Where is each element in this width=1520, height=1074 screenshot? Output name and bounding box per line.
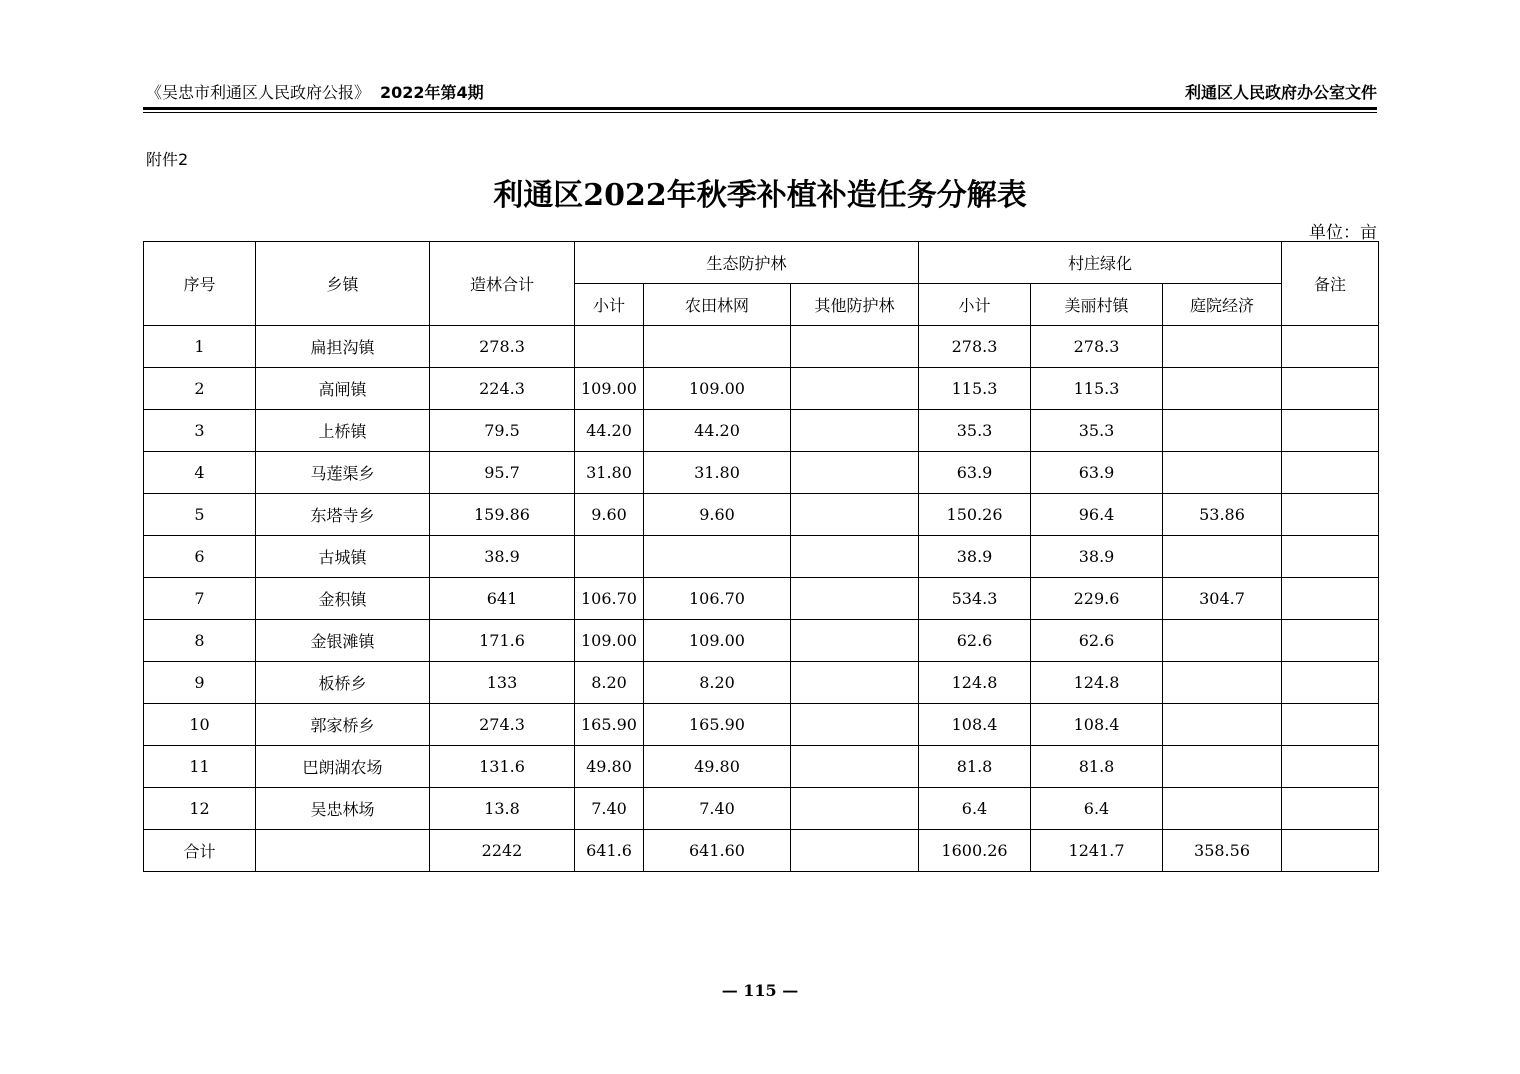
cell-seq: 5: [144, 494, 256, 536]
cell-courtyard: [1163, 452, 1282, 494]
table-row: [144, 662, 1379, 704]
cell-remarks: [1282, 410, 1379, 452]
cell-courtyard: [1163, 368, 1282, 410]
cell-farmland-net: 109.00: [644, 368, 791, 410]
cell-other-protect: [791, 326, 919, 368]
cell-remarks: [1282, 788, 1379, 830]
cell-remarks: [1282, 704, 1379, 746]
cell-courtyard: 53.86: [1163, 494, 1282, 536]
cell-farmland-net: 165.90: [644, 704, 791, 746]
cell-remarks: [1282, 746, 1379, 788]
table-row: [144, 788, 1379, 830]
table-row: [144, 410, 1379, 452]
cell-eco-subtotal: 49.80: [575, 746, 644, 788]
cell-town: 扁担沟镇: [256, 326, 430, 368]
cell-town: 金积镇: [256, 578, 430, 620]
cell-courtyard: [1163, 620, 1282, 662]
task-table: [143, 241, 1379, 872]
cell-other-protect: [791, 452, 919, 494]
cell-village-subtotal: 38.9: [919, 536, 1031, 578]
cell-village-subtotal: 35.3: [919, 410, 1031, 452]
table-row: [144, 368, 1379, 410]
cell-farmland-net: [644, 536, 791, 578]
cell-eco-subtotal: 109.00: [575, 368, 644, 410]
cell-total: 133: [430, 662, 575, 704]
table-row: [144, 494, 1379, 536]
cell-farmland-net: [644, 326, 791, 368]
table-total-row: [144, 830, 1379, 872]
cell-remarks: [1282, 662, 1379, 704]
cell-farmland-net: 9.60: [644, 494, 791, 536]
cell-eco-subtotal: [575, 536, 644, 578]
cell-farmland-net: 44.20: [644, 410, 791, 452]
cell-courtyard: 358.56: [1163, 830, 1282, 872]
cell-other-protect: [791, 536, 919, 578]
cell-beautiful-village: 6.4: [1031, 788, 1163, 830]
cell-farmland-net: 31.80: [644, 452, 791, 494]
cell-other-protect: [791, 788, 919, 830]
cell-beautiful-village: 35.3: [1031, 410, 1163, 452]
header-rule-thin: [143, 112, 1377, 113]
cell-village-subtotal: 81.8: [919, 746, 1031, 788]
table-row: [144, 620, 1379, 662]
cell-farmland-net: 8.20: [644, 662, 791, 704]
cell-town: [256, 830, 430, 872]
header-town: 乡镇: [256, 242, 430, 326]
header-total: 造林合计: [430, 242, 575, 326]
cell-total: 79.5: [430, 410, 575, 452]
header-farmland-net: 农田林网: [644, 284, 791, 326]
cell-courtyard: [1163, 536, 1282, 578]
cell-town: 古城镇: [256, 536, 430, 578]
cell-seq: 2: [144, 368, 256, 410]
cell-beautiful-village: 63.9: [1031, 452, 1163, 494]
cell-remarks: [1282, 494, 1379, 536]
cell-beautiful-village: 96.4: [1031, 494, 1163, 536]
cell-town: 金银滩镇: [256, 620, 430, 662]
bulletin-issue: 2022年第4期: [380, 83, 484, 102]
cell-farmland-net: 7.40: [644, 788, 791, 830]
header-village-group: 村庄绿化: [919, 242, 1282, 284]
table-row: [144, 326, 1379, 368]
cell-town: 巴朗湖农场: [256, 746, 430, 788]
cell-beautiful-village: 38.9: [1031, 536, 1163, 578]
cell-seq: 11: [144, 746, 256, 788]
header-remarks: 备注: [1282, 242, 1379, 326]
cell-seq: 6: [144, 536, 256, 578]
cell-farmland-net: 109.00: [644, 620, 791, 662]
cell-other-protect: [791, 830, 919, 872]
cell-other-protect: [791, 494, 919, 536]
attachment-label: 附件2: [146, 150, 189, 169]
cell-eco-subtotal: [575, 326, 644, 368]
cell-village-subtotal: 108.4: [919, 704, 1031, 746]
cell-remarks: [1282, 578, 1379, 620]
cell-total: 131.6: [430, 746, 575, 788]
cell-courtyard: [1163, 662, 1282, 704]
header-rule-thick: [143, 107, 1377, 110]
cell-beautiful-village: 229.6: [1031, 578, 1163, 620]
header-beautiful-village: 美丽村镇: [1031, 284, 1163, 326]
cell-farmland-net: 641.60: [644, 830, 791, 872]
cell-total: 159.86: [430, 494, 575, 536]
cell-total: 95.7: [430, 452, 575, 494]
bulletin-name: 《吴忠市利通区人民政府公报》: [146, 83, 371, 102]
table-header: [144, 242, 1379, 326]
document-title: 利通区2022年秋季补植补造任务分解表: [493, 178, 1027, 213]
cell-village-subtotal: 278.3: [919, 326, 1031, 368]
header-village-subtotal: 小计: [919, 284, 1031, 326]
cell-total: 278.3: [430, 326, 575, 368]
cell-beautiful-village: 62.6: [1031, 620, 1163, 662]
cell-other-protect: [791, 368, 919, 410]
cell-remarks: [1282, 536, 1379, 578]
cell-eco-subtotal: 9.60: [575, 494, 644, 536]
unit-label: 单位：亩: [1309, 223, 1377, 243]
cell-town: 马莲渠乡: [256, 452, 430, 494]
cell-village-subtotal: 534.3: [919, 578, 1031, 620]
cell-beautiful-village: 1241.7: [1031, 830, 1163, 872]
cell-other-protect: [791, 746, 919, 788]
table-row: [144, 578, 1379, 620]
cell-total: 224.3: [430, 368, 575, 410]
cell-courtyard: [1163, 410, 1282, 452]
cell-town: 郭家桥乡: [256, 704, 430, 746]
cell-total: 2242: [430, 830, 575, 872]
cell-eco-subtotal: 31.80: [575, 452, 644, 494]
cell-eco-subtotal: 109.00: [575, 620, 644, 662]
cell-beautiful-village: 108.4: [1031, 704, 1163, 746]
cell-town: 东塔寺乡: [256, 494, 430, 536]
cell-eco-subtotal: 165.90: [575, 704, 644, 746]
table-row: [144, 704, 1379, 746]
cell-village-subtotal: 150.26: [919, 494, 1031, 536]
cell-village-subtotal: 124.8: [919, 662, 1031, 704]
cell-courtyard: [1163, 746, 1282, 788]
cell-seq: 12: [144, 788, 256, 830]
cell-total: 274.3: [430, 704, 575, 746]
cell-seq: 9: [144, 662, 256, 704]
header-other-protect: 其他防护林: [791, 284, 919, 326]
cell-courtyard: 304.7: [1163, 578, 1282, 620]
header-eco-subtotal: 小计: [575, 284, 644, 326]
cell-eco-subtotal: 8.20: [575, 662, 644, 704]
cell-remarks: [1282, 368, 1379, 410]
header-courtyard: 庭院经济: [1163, 284, 1282, 326]
cell-village-subtotal: 6.4: [919, 788, 1031, 830]
bulletin-header-left: [146, 80, 484, 103]
cell-remarks: [1282, 326, 1379, 368]
cell-eco-subtotal: 44.20: [575, 410, 644, 452]
cell-farmland-net: 49.80: [644, 746, 791, 788]
header-seq: 序号: [144, 242, 256, 326]
cell-seq: 3: [144, 410, 256, 452]
header-eco-group: 生态防护林: [575, 242, 919, 284]
cell-beautiful-village: 278.3: [1031, 326, 1163, 368]
table-row: [144, 536, 1379, 578]
cell-other-protect: [791, 662, 919, 704]
cell-seq: 8: [144, 620, 256, 662]
cell-other-protect: [791, 620, 919, 662]
cell-seq: 4: [144, 452, 256, 494]
table-row: [144, 746, 1379, 788]
cell-eco-subtotal: 641.6: [575, 830, 644, 872]
cell-village-subtotal: 63.9: [919, 452, 1031, 494]
cell-farmland-net: 106.70: [644, 578, 791, 620]
cell-town: 上桥镇: [256, 410, 430, 452]
cell-village-subtotal: 62.6: [919, 620, 1031, 662]
cell-other-protect: [791, 704, 919, 746]
cell-total: 38.9: [430, 536, 575, 578]
cell-seq: 10: [144, 704, 256, 746]
cell-beautiful-village: 124.8: [1031, 662, 1163, 704]
cell-remarks: [1282, 620, 1379, 662]
cell-beautiful-village: 115.3: [1031, 368, 1163, 410]
cell-town: 板桥乡: [256, 662, 430, 704]
table-body: [144, 326, 1379, 872]
cell-courtyard: [1163, 704, 1282, 746]
page-number: — 115 —: [721, 981, 799, 1000]
cell-courtyard: [1163, 788, 1282, 830]
cell-village-subtotal: 115.3: [919, 368, 1031, 410]
cell-seq: 7: [144, 578, 256, 620]
cell-total: 641: [430, 578, 575, 620]
cell-seq: 合计: [144, 830, 256, 872]
cell-total: 13.8: [430, 788, 575, 830]
cell-courtyard: [1163, 326, 1282, 368]
cell-eco-subtotal: 106.70: [575, 578, 644, 620]
cell-total: 171.6: [430, 620, 575, 662]
cell-village-subtotal: 1600.26: [919, 830, 1031, 872]
cell-beautiful-village: 81.8: [1031, 746, 1163, 788]
cell-other-protect: [791, 578, 919, 620]
cell-seq: 1: [144, 326, 256, 368]
table-row: [144, 452, 1379, 494]
bulletin-header-right: 利通区人民政府办公室文件: [1184, 83, 1377, 102]
cell-eco-subtotal: 7.40: [575, 788, 644, 830]
cell-other-protect: [791, 410, 919, 452]
cell-remarks: [1282, 452, 1379, 494]
cell-remarks: [1282, 830, 1379, 872]
cell-town: 吴忠林场: [256, 788, 430, 830]
cell-town: 高闸镇: [256, 368, 430, 410]
